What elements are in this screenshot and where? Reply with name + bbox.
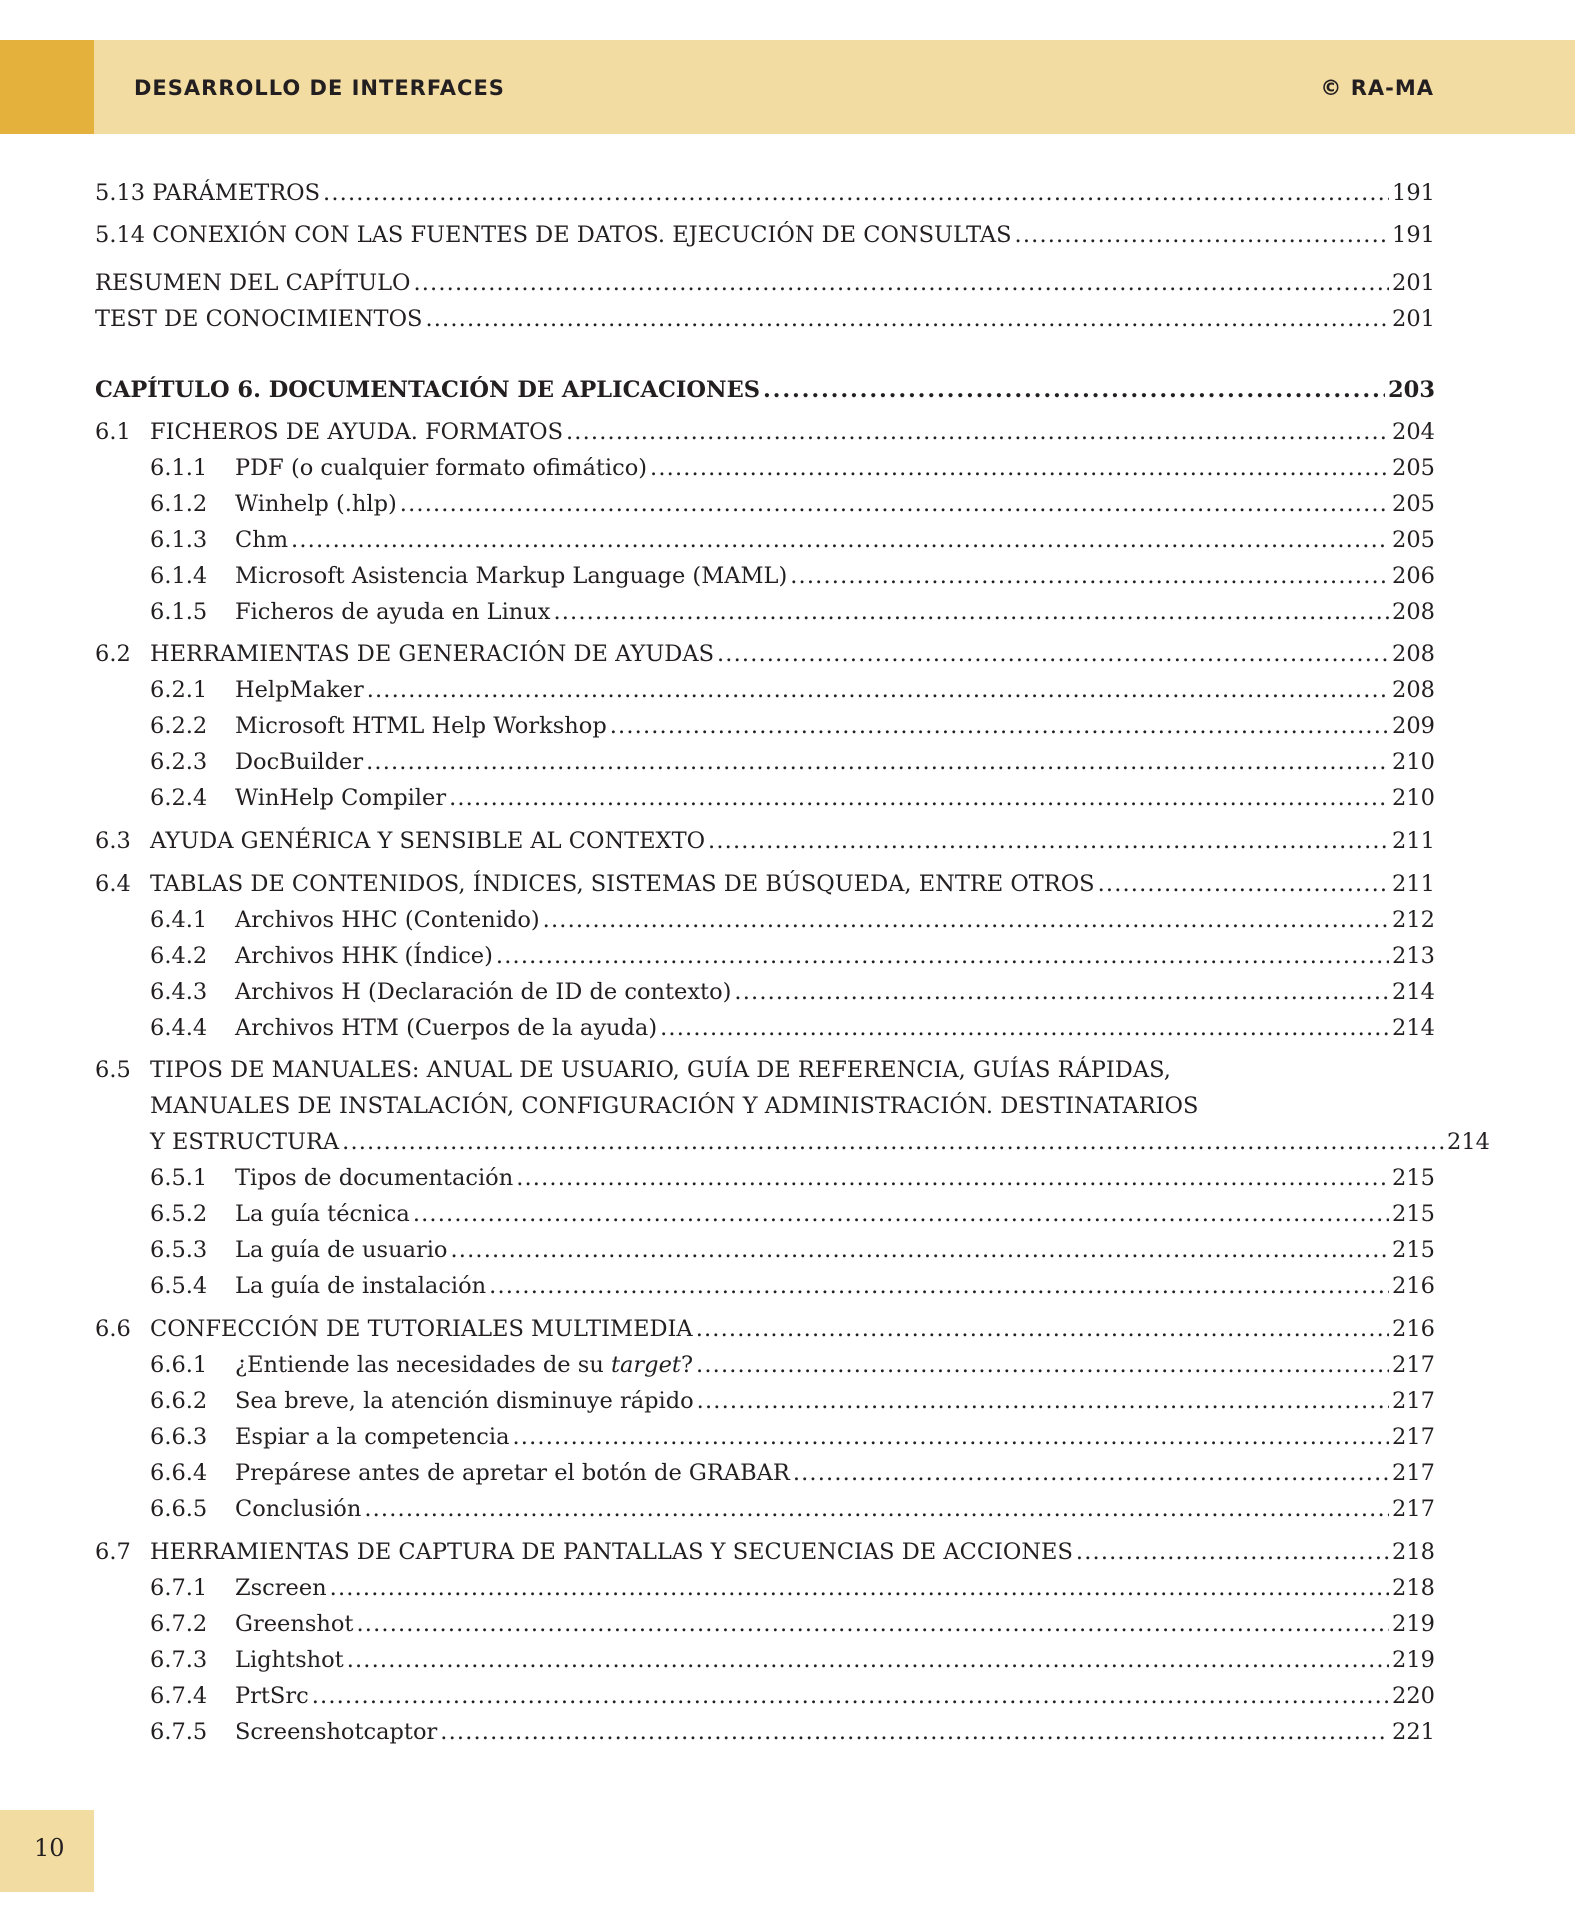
toc-entry	[95, 711, 1435, 741]
toc-entry	[95, 1494, 1435, 1524]
toc-entry	[95, 1091, 1490, 1121]
toc-entry-title: TABLAS DE CONTENIDOS, ÍNDICES, SISTEMAS DE BÚSQUEDA, ENTRE OTROS	[150, 871, 1095, 897]
toc-entry-page: 219	[1392, 1611, 1435, 1637]
toc-entry	[95, 826, 1435, 856]
toc-entry-page: 217	[1392, 1496, 1435, 1522]
toc-entry-number: 6.1	[95, 419, 131, 445]
toc-entry-title: TEST DE CONOCIMIENTOS	[95, 306, 423, 332]
toc-entry-page: 221	[1392, 1719, 1435, 1745]
dot-leader	[364, 1494, 1389, 1524]
toc-entry-title: Zscreen	[235, 1575, 327, 1601]
toc-entry-page: 213	[1392, 943, 1435, 969]
toc-entry-number: 6.4.3	[150, 979, 208, 1005]
toc-entry-number: 6.1.1	[150, 455, 208, 481]
toc-entry	[95, 417, 1435, 447]
toc-entry-number: 6.5.3	[150, 1237, 208, 1263]
toc-entry-title: AYUDA GENÉRICA Y SENSIBLE AL CONTEXTO	[150, 828, 706, 854]
dot-leader	[660, 1013, 1389, 1043]
toc-entry-title: Sea breve, la atención disminuye rápido	[235, 1388, 694, 1414]
toc-entry	[95, 1573, 1435, 1603]
toc-entry	[95, 1199, 1435, 1229]
toc-entry-page: 217	[1392, 1388, 1435, 1414]
toc-entry-title: La guía técnica	[235, 1201, 410, 1227]
toc-entry-page: 205	[1392, 527, 1435, 553]
toc-entry-page: 216	[1392, 1273, 1435, 1299]
toc-entry	[95, 525, 1435, 555]
toc-entry-title: Archivos H (Declaración de ID de contexto)	[235, 979, 732, 1005]
header-accent-block	[0, 40, 94, 134]
toc-entry-title: Lightshot	[235, 1647, 344, 1673]
toc-entry	[95, 869, 1435, 899]
toc-entry-number: 6.7.3	[150, 1647, 208, 1673]
toc-entry	[95, 1235, 1435, 1265]
dot-leader	[347, 1645, 1389, 1675]
toc-entry-number: 6.6.3	[150, 1424, 208, 1450]
toc-entry-number: 6.4.1	[150, 907, 208, 933]
dot-leader	[496, 941, 1389, 971]
toc-entry-page: 208	[1392, 677, 1435, 703]
toc-entry-page: 215	[1392, 1165, 1435, 1191]
dot-leader	[367, 675, 1389, 705]
toc-entry-number: 6.2.1	[150, 677, 208, 703]
toc-entry-number: 6.4.2	[150, 943, 208, 969]
toc-entry	[95, 747, 1435, 777]
toc-entry-page: 210	[1392, 749, 1435, 775]
toc-entry-page: 191	[1392, 180, 1435, 206]
toc-entry	[95, 1681, 1435, 1711]
toc-entry-number: 6.6	[95, 1316, 131, 1342]
toc-entry-number: 6.5.2	[150, 1201, 208, 1227]
toc-entry-page: 214	[1392, 979, 1435, 1005]
toc-entry	[95, 1271, 1435, 1301]
toc-entry-number: 6.1.4	[150, 563, 208, 589]
toc-entry	[95, 1314, 1435, 1344]
toc-entry-title: HERRAMIENTAS DE CAPTURA DE PANTALLAS Y SECUENCIAS DE ACCIONES	[150, 1539, 1073, 1565]
toc-entry	[95, 941, 1435, 971]
toc-entry-number: 6.2.2	[150, 713, 208, 739]
toc-entry-number: 6.7	[95, 1539, 131, 1565]
toc-entry-page: 217	[1392, 1460, 1435, 1486]
toc-entry	[95, 1422, 1435, 1452]
toc-entry-number: 6.2	[95, 641, 131, 667]
toc-entry-page: 201	[1392, 306, 1435, 332]
dot-leader	[708, 826, 1389, 856]
toc-entry-title: PrtSrc	[235, 1683, 309, 1709]
toc-entry	[95, 905, 1435, 935]
toc-entry-title: HERRAMIENTAS DE GENERACIÓN DE AYUDAS	[150, 641, 714, 667]
dot-leader	[553, 597, 1389, 627]
toc-entry	[95, 1458, 1435, 1488]
toc-entry-number: 6.5.4	[150, 1273, 208, 1299]
toc-entry-number: 6.2.4	[150, 785, 208, 811]
toc-entry-number: 6.5	[95, 1057, 131, 1083]
dot-leader	[330, 1573, 1389, 1603]
toc-entry-number: 6.1.5	[150, 599, 208, 625]
toc-entry-page: 203	[1388, 377, 1435, 403]
toc-entry-title: FICHEROS DE AYUDA. FORMATOS	[150, 419, 563, 445]
toc-entry	[95, 1127, 1490, 1157]
dot-leader	[696, 1314, 1389, 1344]
toc-entry-title: 5.13 PARÁMETROS	[95, 180, 321, 206]
toc-entry-title: Archivos HHK (Índice)	[235, 943, 493, 969]
dot-leader	[356, 1609, 1389, 1639]
toc-entry-title: 5.14 CONEXIÓN CON LAS FUENTES DE DATOS. EJECUCIÓN DE CONSULTAS	[95, 222, 1012, 248]
toc-entry	[95, 783, 1435, 813]
toc-entry	[95, 639, 1435, 669]
toc-entry	[95, 1717, 1435, 1747]
toc-entry-number: 6.4.4	[150, 1015, 208, 1041]
dot-leader	[413, 1199, 1389, 1229]
toc-entry-title: Greenshot	[235, 1611, 354, 1637]
toc-entry-title: Conclusión	[235, 1496, 362, 1522]
toc-entry-number: 6.3	[95, 828, 131, 854]
toc-entry-page: 210	[1392, 785, 1435, 811]
toc-entry-page: 208	[1392, 599, 1435, 625]
toc-entry-page: 214	[1392, 1015, 1435, 1041]
toc-entry-page: 204	[1392, 419, 1435, 445]
toc-entry-page: 206	[1392, 563, 1435, 589]
dot-leader	[717, 639, 1389, 669]
toc-entry-title: MANUALES DE INSTALACIÓN, CONFIGURACIÓN Y ADMINISTRACIÓN. DESTINATARIOS	[150, 1093, 1199, 1119]
toc-entry	[95, 675, 1435, 705]
dot-leader	[366, 747, 1389, 777]
toc-entry-title: La guía de instalación	[235, 1273, 487, 1299]
toc-entry-title: Winhelp (.hlp)	[235, 491, 397, 517]
toc-entry-number: 6.7.4	[150, 1683, 208, 1709]
toc-entry	[95, 1609, 1435, 1639]
toc-entry-page: 218	[1392, 1539, 1435, 1565]
toc-entry-title: Y ESTRUCTURA	[150, 1129, 340, 1155]
toc-entry-page: 205	[1392, 455, 1435, 481]
toc-entry	[95, 561, 1435, 591]
toc-entry-number: 6.2.3	[150, 749, 208, 775]
dot-leader	[1076, 1537, 1389, 1567]
toc-entry-title: Archivos HHC (Contenido)	[235, 907, 540, 933]
toc-entry-title: HelpMaker	[235, 677, 364, 703]
running-header-title: DESARROLLO DE INTERFACES	[134, 76, 505, 100]
dot-leader	[697, 1386, 1389, 1416]
toc-entry-title: CAPÍTULO 6. DOCUMENTACIÓN DE APLICACIONES	[95, 377, 760, 403]
toc-entry-title: Microsoft Asistencia Markup Language (MAML)	[235, 563, 788, 589]
dot-leader	[650, 453, 1389, 483]
toc-entry-page: 212	[1392, 907, 1435, 933]
toc-entry	[95, 1350, 1435, 1380]
dot-leader	[1098, 869, 1389, 899]
toc-entry-number: 6.7.5	[150, 1719, 208, 1745]
toc-entry-page: 216	[1392, 1316, 1435, 1342]
page-number: 10	[34, 1834, 65, 1862]
toc-entry	[95, 977, 1435, 1007]
running-header-publisher: © RA-MA	[1320, 76, 1434, 100]
dot-leader	[489, 1271, 1389, 1301]
toc-entry	[95, 597, 1435, 627]
toc-entry-title: DocBuilder	[235, 749, 364, 775]
toc-entry	[95, 489, 1435, 519]
dot-leader	[413, 268, 1389, 298]
dot-leader	[543, 905, 1389, 935]
dot-leader	[323, 178, 1389, 208]
dot-leader	[763, 375, 1385, 405]
toc-entry-title: CONFECCIÓN DE TUTORIALES MULTIMEDIA	[150, 1316, 693, 1342]
toc-entry-page: 218	[1392, 1575, 1435, 1601]
toc-entry-number: 6.1.2	[150, 491, 208, 517]
dot-leader	[790, 561, 1389, 591]
toc-entry	[95, 1386, 1435, 1416]
toc-entry-page: 201	[1392, 270, 1435, 296]
toc-entry-title: Ficheros de ayuda en Linux	[235, 599, 551, 625]
dot-leader	[400, 489, 1389, 519]
toc-entry-title: PDF (o cualquier formato ofimático)	[235, 455, 648, 481]
toc-entry-number: 6.7.1	[150, 1575, 208, 1601]
toc-entry-title: La guía de usuario	[235, 1237, 448, 1263]
toc-entry-number: 6.7.2	[150, 1611, 208, 1637]
dot-leader	[291, 525, 1389, 555]
toc-entry-page: 220	[1392, 1683, 1435, 1709]
dot-leader	[450, 1235, 1389, 1265]
toc-entry-page: 215	[1392, 1201, 1435, 1227]
toc-entry	[95, 453, 1435, 483]
toc-entry-number: 6.6.1	[150, 1352, 208, 1378]
dot-leader	[566, 417, 1389, 447]
toc-entry-number: 6.4	[95, 871, 131, 897]
toc-entry-title: Archivos HTM (Cuerpos de la ayuda)	[235, 1015, 658, 1041]
toc-entry	[95, 1163, 1435, 1193]
toc-entry-page: 211	[1392, 871, 1435, 897]
toc-entry-title: Chm	[235, 527, 289, 553]
toc-entry-number: 6.6.5	[150, 1496, 208, 1522]
toc-entry-page: 214	[1447, 1129, 1490, 1155]
toc-entry-title: Prepárese antes de apretar el botón de GRABAR	[235, 1460, 790, 1486]
toc-entry	[95, 178, 1435, 208]
dot-leader	[440, 1717, 1389, 1747]
toc-entry	[95, 1013, 1435, 1043]
toc-entry-page: 219	[1392, 1647, 1435, 1673]
toc-entry-page: 208	[1392, 641, 1435, 667]
toc-entry	[95, 220, 1435, 250]
dot-leader	[342, 1127, 1444, 1157]
toc-entry-page: 209	[1392, 713, 1435, 739]
toc-entry-title: TIPOS DE MANUALES: ANUAL DE USUARIO, GUÍA DE REFERENCIA, GUÍAS RÁPIDAS,	[150, 1057, 1171, 1083]
dot-leader	[516, 1163, 1389, 1193]
toc-entry	[95, 1055, 1435, 1085]
dot-leader	[734, 977, 1389, 1007]
dot-leader	[449, 783, 1389, 813]
toc-entry-page: 215	[1392, 1237, 1435, 1263]
toc-entry-number: 6.6.2	[150, 1388, 208, 1414]
toc-entry-title: Microsoft HTML Help Workshop	[235, 713, 607, 739]
toc-entry-title: Espiar a la competencia	[235, 1424, 510, 1450]
dot-leader	[610, 711, 1389, 741]
toc-entry	[95, 375, 1435, 405]
toc-entry	[95, 304, 1435, 334]
toc-entry-title: WinHelp Compiler	[235, 785, 447, 811]
toc-entry	[95, 268, 1435, 298]
toc-entry	[95, 1645, 1435, 1675]
toc-entry-page: 205	[1392, 491, 1435, 517]
toc-entry-title: Screenshotcaptor	[235, 1719, 438, 1745]
dot-leader	[312, 1681, 1389, 1711]
toc-entry-title: Tipos de documentación	[235, 1165, 514, 1191]
toc-entry-page: 191	[1392, 222, 1435, 248]
toc-entry	[95, 1537, 1435, 1567]
dot-leader	[696, 1350, 1389, 1380]
toc-entry-page: 211	[1392, 828, 1435, 854]
dot-leader	[512, 1422, 1389, 1452]
toc-entry-page: 217	[1392, 1424, 1435, 1450]
dot-leader	[793, 1458, 1389, 1488]
toc-entry-title: RESUMEN DEL CAPÍTULO	[95, 270, 411, 296]
toc-entry-title: ¿Entiende las necesidades de su target?	[235, 1352, 694, 1378]
toc-entry-number: 6.5.1	[150, 1165, 208, 1191]
toc-entry-number: 6.1.3	[150, 527, 208, 553]
toc-entry-number: 6.6.4	[150, 1460, 208, 1486]
dot-leader	[425, 304, 1389, 334]
dot-leader	[1015, 220, 1390, 250]
toc-entry-page: 217	[1392, 1352, 1435, 1378]
